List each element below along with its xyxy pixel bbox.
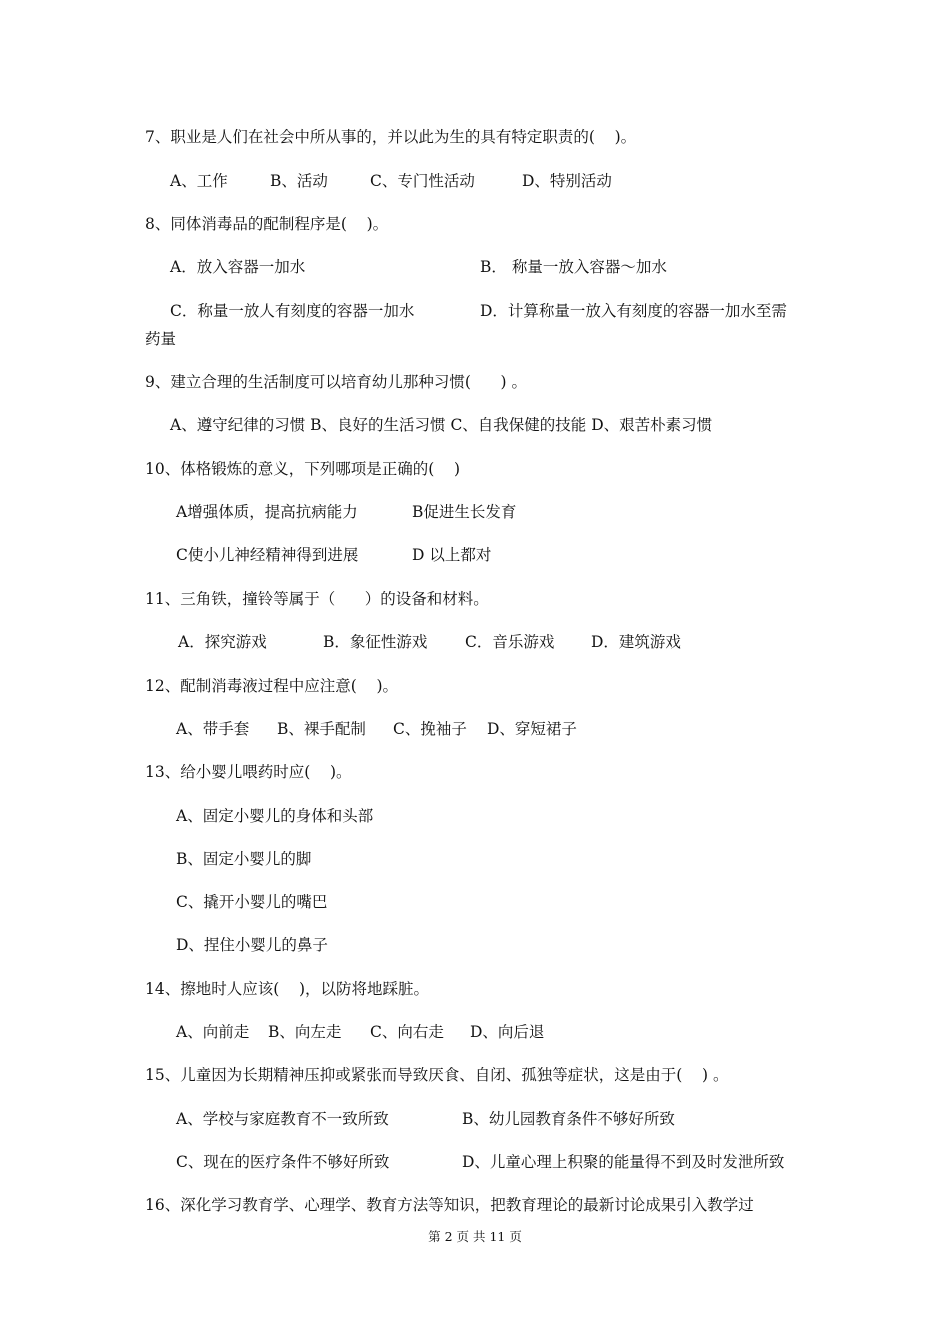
question-12-option-a: A、带手套 bbox=[176, 720, 250, 738]
question-12-stem: 12、配制消毒液过程中应注意( )。 bbox=[145, 677, 399, 695]
question-7-option-c: C、专门性活动 bbox=[370, 172, 475, 190]
question-12-option-c: C、挽袖子 bbox=[393, 720, 467, 738]
question-10-option-a: A增强体质，提高抗病能力 bbox=[176, 503, 358, 521]
question-10-option-d: D 以上都对 bbox=[412, 546, 492, 564]
question-8-option-d: D．计算称量一放入有刻度的容器一加水至需 bbox=[480, 302, 787, 320]
question-15-option-d: D、儿童心理上积聚的能量得不到及时发泄所致 bbox=[462, 1153, 785, 1171]
question-10-stem: 10、体格锻炼的意义，下列哪项是正确的( ) bbox=[145, 460, 461, 478]
question-15-stem: 15、儿童因为长期精神压抑或紧张而导致厌食、自闭、孤独等症状，这是由于( ) 。 bbox=[145, 1066, 729, 1084]
question-10-option-c: C使小儿神经精神得到进展 bbox=[176, 546, 359, 564]
question-8-stem: 8、同体消毒品的配制程序是( )。 bbox=[145, 215, 389, 233]
question-14-option-d: D、向后退 bbox=[470, 1023, 545, 1041]
question-7-option-d: D、特别活动 bbox=[522, 172, 612, 190]
question-8-continuation: 药量 bbox=[145, 330, 177, 348]
question-11-option-a: A．探究游戏 bbox=[178, 633, 267, 651]
question-14-option-c: C、向右走 bbox=[370, 1023, 444, 1041]
question-11-stem: 11、三角铁，撞铃等属于（ ）的设备和材料。 bbox=[145, 590, 489, 608]
question-14-option-a: A、向前走 bbox=[176, 1023, 250, 1041]
question-8-option-a: A．放入容器一加水 bbox=[170, 258, 306, 276]
question-9-stem: 9、建立合理的生活制度可以培育幼儿那种习惯( ) 。 bbox=[145, 373, 527, 391]
question-13-stem: 13、给小婴儿喂药时应( )。 bbox=[145, 763, 352, 781]
question-7-option-a: A、工作 bbox=[170, 172, 228, 190]
question-8-option-c: C．称量一放人有刻度的容器一加水 bbox=[170, 302, 415, 320]
question-13-option-a: A、固定小婴儿的身体和头部 bbox=[176, 807, 374, 825]
question-7-stem: 7、职业是人们在社会中所从事的，并以此为生的具有特定职责的( )。 bbox=[145, 128, 637, 146]
question-15-option-b: B、幼儿园教育条件不够好所致 bbox=[462, 1110, 675, 1128]
question-11-option-b: B．象征性游戏 bbox=[323, 633, 428, 651]
question-13-option-b: B、固定小婴儿的脚 bbox=[176, 850, 312, 868]
question-11-option-c: C．音乐游戏 bbox=[465, 633, 555, 651]
question-13-option-d: D、捏住小婴儿的鼻子 bbox=[176, 936, 328, 954]
question-16-stem: 16、深化学习教育学、心理学、教育方法等知识，把教育理论的最新讨论成果引入教学过 bbox=[145, 1196, 754, 1214]
question-10-option-b: B促进生长发育 bbox=[412, 503, 517, 521]
question-13-option-c: C、撬开小婴儿的嘴巴 bbox=[176, 893, 328, 911]
question-12-option-b: B、裸手配制 bbox=[277, 720, 366, 738]
question-9-options: A、遵守纪律的习惯 B、良好的生活习惯 C、自我保健的技能 D、艰苦朴素习惯 bbox=[170, 416, 713, 434]
question-7-option-b: B、活动 bbox=[270, 172, 328, 190]
question-15-option-a: A、学校与家庭教育不一致所致 bbox=[176, 1110, 389, 1128]
question-14-option-b: B、向左走 bbox=[268, 1023, 342, 1041]
page-footer: 第 2 页 共 11 页 bbox=[428, 1229, 522, 1244]
question-11-option-d: D．建筑游戏 bbox=[591, 633, 681, 651]
question-14-stem: 14、擦地时人应该( )，以防将地踩脏。 bbox=[145, 980, 430, 998]
question-8-option-b: B． 称量一放入容器～加水 bbox=[480, 258, 667, 276]
question-12-option-d: D、穿短裙子 bbox=[487, 720, 577, 738]
question-15-option-c: C、现在的医疗条件不够好所致 bbox=[176, 1153, 390, 1171]
